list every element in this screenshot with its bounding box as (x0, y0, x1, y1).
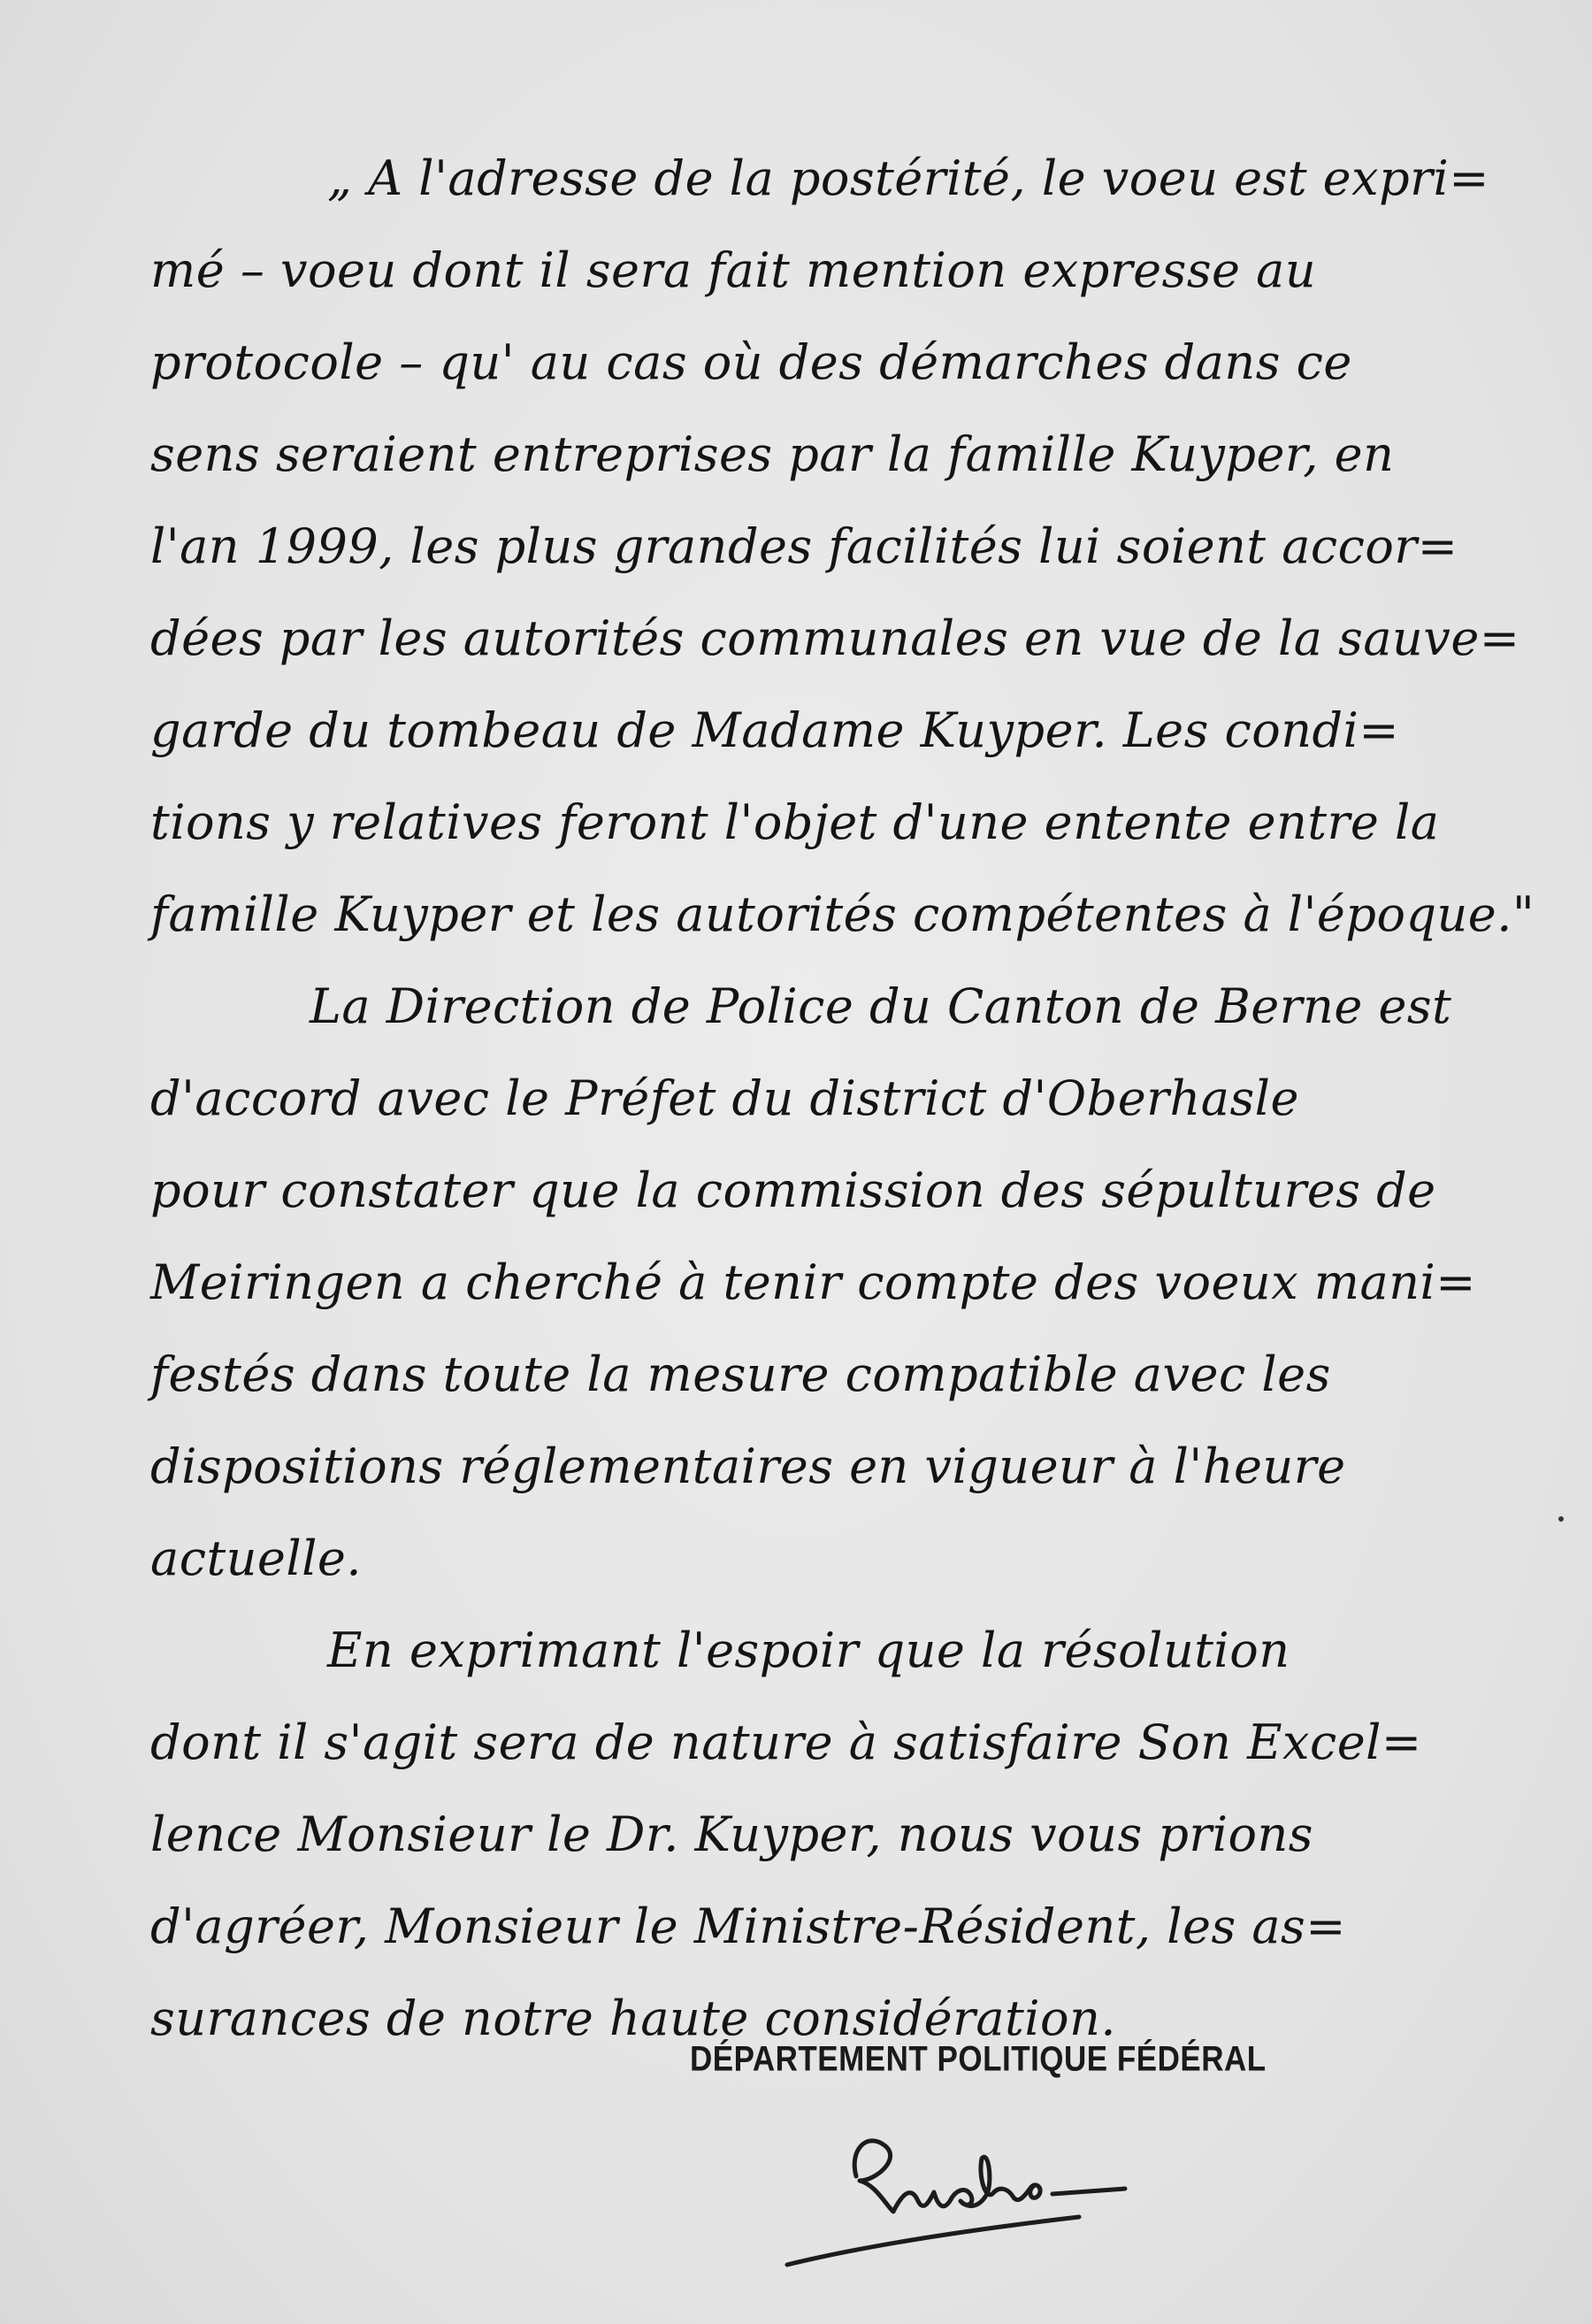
letter-line: protocole – qu' au cas où des démarches dans ce (150, 334, 1352, 390)
letter-line: pour constater que la commission des sépultures de (150, 1162, 1436, 1218)
letter-line: l'an 1999, les plus grandes facilités lui soient accor= (150, 518, 1458, 574)
letter-body (150, 133, 1535, 2065)
letter-line: sens seraient entreprises par la famille Kuyper, en (150, 426, 1395, 482)
letter-line: dées par les autorités communales en vue de la sauve= (150, 610, 1520, 666)
letter-line: famille Kuyper et les autorités compétentes à l'époque." (150, 886, 1535, 942)
letter-line: dispositions réglementaires en vigueur à l'heure (150, 1438, 1346, 1494)
letter-line: „ A l'adresse de la postérité, le voeu est expri= (327, 150, 1489, 206)
letter-line: surances de notre haute considération. (150, 1990, 1117, 2046)
letter-line: festés dans toute la mesure compatible avec les (150, 1346, 1331, 1402)
letter-line: d'agréer, Monsieur le Ministre-Résident, les as= (150, 1898, 1347, 1954)
ink-dot (1558, 1516, 1564, 1522)
letter-line: actuelle. (150, 1530, 363, 1586)
letter-line: dont il s'agit sera de nature à satisfaire Son Excel= (150, 1714, 1422, 1770)
letter-line: lence Monsieur le Dr. Kuyper, nous vous prions (150, 1806, 1313, 1862)
letter-line: mé – voeu dont il sera fait mention expresse au (150, 242, 1317, 298)
letter-line: tions y relatives feront l'objet d'une entente entre la (150, 794, 1440, 850)
letter-line: La Direction de Police du Canton de Berne est (310, 978, 1452, 1034)
signature (761, 2097, 1185, 2274)
department-stamp: DÉPARTEMENT POLITIQUE FÉDÉRAL (690, 2039, 1267, 2079)
letter-line: d'accord avec le Préfet du district d'Oberhasle (150, 1070, 1299, 1126)
letter-line: En exprimant l'espoir que la résolution (327, 1622, 1290, 1678)
letter-line: Meiringen a cherché à tenir compte des voeux mani= (150, 1254, 1477, 1310)
letter-line: garde du tombeau de Madame Kuyper. Les condi= (150, 702, 1400, 758)
